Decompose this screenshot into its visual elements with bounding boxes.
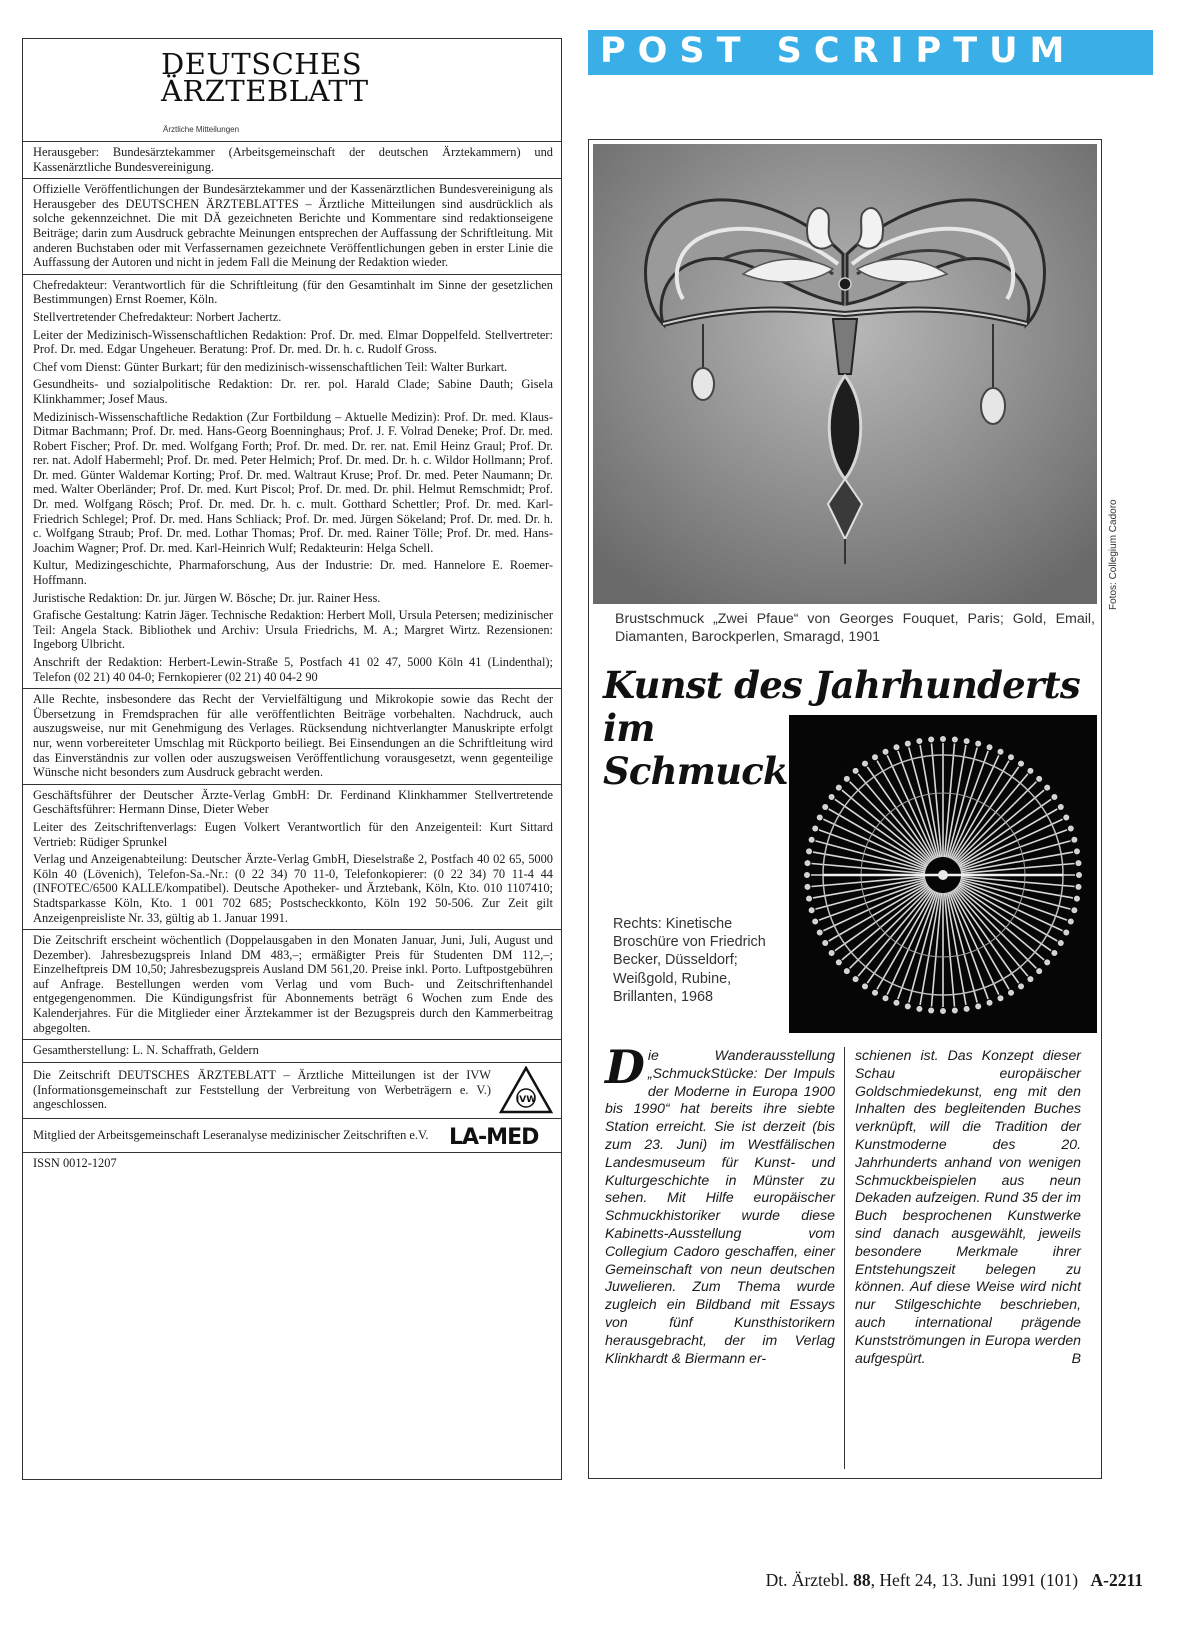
brooch-photo <box>593 144 1097 604</box>
footer-volume: 88 <box>853 1570 871 1590</box>
drop-cap: D <box>605 1040 645 1094</box>
ivw-logo-text: IVW <box>515 1094 537 1105</box>
author-signature: B <box>1071 1349 1081 1366</box>
article-box <box>588 139 1102 1479</box>
subscription-section: Die Zeitschrift erscheint wöchentlich (Doppelausgaben in den Monaten Januar, Juni, Juli, August und Dezember). Jahresbezugspreis Inland DM 483,–; ermäßigter Preis für Studenten DM 112,–; Einzelheftpreis DM 10,50; Jahresbezugspreis Ausland DM 561,20. Preise inkl. Porto. Luftpostgebühren auf Anfrage. Bestellungen werden vom Verlag und vom Buch- und Zeitschriftenhandel entgegengenommen. Die Kündigungsfrist für Abonnements beträgt 6 Wochen zum Ende des Kalenderjahres. Für die Mitglieder einer Ärztekammer ist der Bezugspreis durch den Kammerbeitrag abgegolten. <box>23 930 561 1040</box>
issn-section: ISSN 0012-1207 <box>33 1155 117 1170</box>
publisher-section: Herausgeber: Bundesärztekammer (Arbeitsgemeinschaft der deutschen Ärztekammern) und Kassenärztliche Bundesvereinigung. <box>23 142 561 179</box>
footer-journal: Dt. Ärztebl. <box>765 1570 849 1590</box>
article-body-column-2: schienen ist. Das Konzept dieser Schau europäischer Goldschmiedekunst, eng mit den Inhalten des begleitenden Buches verknüpft, will die Tradition der Kunstmoderne des 20. Jahrhunderts anhand von wenigen Schmuckbeispielen aus neun Dekaden aufzeigen. Rund 35 der im Buch besprochenen Kunstwerke sind danach ausgewählt, jeweils besondere Merkmale ihrer Entstehungszeit belegen zu können. Auf diese Weise wird nicht nur Stilgeschichte beschrieben, auch international prägende Kunstströmungen in Europa werden aufgespürt. B <box>855 1047 1081 1366</box>
ivw-section: Die Zeitschrift DEUTSCHES ÄRZTEBLATT – Ärztliche Mitteilungen ist der IVW (Informationsgemeinschaft zur Feststellung der Verbreitung von Werbeträgern e. V.) angeschlossen. IVW <box>23 1063 561 1119</box>
lamed-logo-icon <box>447 1122 553 1148</box>
article-body-column-1: Die Wanderausstellung „SchmuckStücke: Der Impuls der Moderne in Europa 1900 bis 1990“ hat bereits ihre siebte Station erreicht. Sie ist derzeit (bis zum 23. Juni) im Westfälischen Landesmuseum für Kunst- und Kulturgeschichte in Münster zu sehen. Mit Hilfe europäischer Schmuckhistoriker wurde diese Kabinetts-Ausstellung vom Collegium Cadoro geschaffen, einer Gemeinschaft von neun deutschen Juwelieren. Zum Thema wurde zugleich ein Bildband mit Essays von fünf Kunsthistorikern herausgebracht, der im Verlag Klinkhardt & Biermann er- <box>605 1040 835 1366</box>
footer-page-number: A-2211 <box>1090 1570 1143 1590</box>
masthead-area <box>23 39 561 142</box>
rights-section: Alle Rechte, insbesondere das Recht der Vervielfältigung und Mikrokopie sowie das Recht der Übersetzung in Fremdsprachen für alle veröffentlichten Beiträge vorbehalten. Nachdruck, auch auszugsweise, nur mit Genehmigung des Verlages. Rücksendung nichtverlangter Manuskripte erfolgt nur, wenn vorbereiteter Umschlag mit Rückporto beiliegt. Bei Einsendungen an die Schriftleitung wird das Einverständnis zur vollen oder auszugsweisen Veröffentlichung vorausgesetzt, wenn gegenteilige Wünsche nicht besonders zum Ausdruck gebracht werden. <box>23 689 561 785</box>
editorial-address: Anschrift der Redaktion: Herbert-Lewin-Straße 5, Postfach 41 02 47, 5000 Köln 41 (Lindenthal); Telefon (02 21) 40 04-0; Fernkopierer (02 21) 40 04-2 90 <box>33 655 553 684</box>
photo-caption-kinetic: Rechts: Kinetische Broschüre von Friedrich Becker, Düsseldorf; Weißgold, Rubine, Brillanten, 1968 <box>613 916 766 1005</box>
editorial-paragraph: Grafische Gestaltung: Katrin Jäger. Technische Redaktion: Herbert Moll, Ursula Petersen; medizinischer Teil: Angela Stack. Bibliothek und Archiv: Ursula Friedrichs, M. A.; Margret Wirtz. Rezensionen: Ingeborg Ulbricht. <box>33 608 553 652</box>
editorial-paragraph: Kultur, Medizingeschichte, Pharmaforschung, Aus der Industrie: Dr. med. Hannelore E. Roemer-Hoffmann. <box>33 558 553 588</box>
banner-title: POST SCRIPTUM <box>600 31 1077 71</box>
page-footer <box>766 1570 1143 1591</box>
publishing-paragraph: Leiter des Zeitschriftenverlags: Eugen Volkert Verantwortlich für den Anzeigenteil: Kurt Sittard Vertrieb: Rüdiger Sprunkel <box>33 819 553 849</box>
impressum-box <box>22 38 562 1480</box>
masthead-title: DEUTSCHES ÄRZTEBLATT <box>161 47 369 108</box>
peacock-brooch-image <box>593 144 1097 604</box>
photo-caption-brooch: Brustschmuck „Zwei Pfaue“ von Georges Fouquet, Paris; Gold, Email, Diamanten, Barockperlen, Smaragd, 1901 <box>615 611 1095 645</box>
editorial-paragraph: Stellvertretender Chefredakteur: Norbert Jachertz. <box>33 309 282 324</box>
editorial-paragraph: Medizinisch-Wissenschaftliche Redaktion (Zur Fortbildung – Aktuelle Medizin): Prof. Dr. med. Klaus-Ditmar Bachmann; Prof. Dr. med. Hans-Georg Boenninghaus; Prof. J. F. Volrad Deneke; Prof. Dr. med. Robert Fischer; Prof. Dr. med. Wolfgang Forth; Prof. Dr. med. Dr. rer. nat. Emil Heinz Graul; Prof. Dr. rer. nat. Adolf Habermehl; Prof. Dr. med. Peter Helmich; Prof. Dr. med. Dr. h. c. Wildor Hollmann; Prof. Dr. med. Günter Waldemar Korting; Prof. Dr. med. Waltraut Kruse; Prof. Dr. med. Peter Naumann; Dr. med. Walter Oberländer; Prof. Dr. med. Kurt Piscol; Prof. Dr. med. Dr. phil. Helmut Remschmidt; Prof. Dr. med. Wolfgang Rösch; Prof. Dr. med. Dr. h. c. mult. Gotthard Schettler; Prof. Dr. med. Karl-Friedrich Schlegel; Prof. Dr. med. Hans Schliack; Prof. Dr. med. Jürgen Sökeland; Prof. Dr. med. Dr. h. c. Wolfgang Straub; Prof. Dr. med. Lothar Thomas; Prof. Dr. med. Rainer Tölle; Prof. Dr. med. Hans-Joachim Wagner; Prof. Dr. med. Karl-Heinrich Wulf; Redakteurin: Helga Schell. <box>33 409 553 555</box>
publishing-paragraph: Geschäftsführer der Deutscher Ärzte-Verlag GmbH: Dr. Ferdinand Klinkhammer Stellvertretende Geschäftsführer: Hermann Dinse, Dieter Weber <box>33 787 553 817</box>
photo-credit: Fotos: Collegium Cadoro <box>1108 499 1119 610</box>
editorial-paragraph: Juristische Redaktion: Dr. jur. Jürgen W. Bösche; Dr. jur. Rainer Hess. <box>33 590 381 605</box>
footer-issue: , Heft 24, 13. Juni 1991 (101) <box>870 1570 1079 1590</box>
editorial-paragraph: Leiter der Medizinisch-Wissenschaftlichen Redaktion: Prof. Dr. med. Elmar Doppelfeld. Stellvertreter: Prof. Dr. med. Edgar Ungeheuer. Beratung: Prof. Dr. med. Dr. h. c. Rudolf Gross. <box>33 327 553 357</box>
official-note-section: Offizielle Veröffentlichungen der Bundesärztekammer und der Kassenärztlichen Bundesvereinigung als Herausgeber des DEUTSCHEN ÄRZTEBLATTES – Ärztliche Mitteilungen sind ausdrücklich als solche gekennzeichnet. Die mit DÄ gezeichneten Berichte und Kommentare sind redaktionseigene Beiträge; darin zum Ausdruck gebrachte Meinungen entsprechen der Auffassung der Schriftleitung. Mit anderen Buchstaben oder mit Verfassernamen gezeichnete Veröffentlichungen geben in erster Linie die Auffassung der Autoren und nicht in jedem Fall die Meinung der Redaktion wieder. <box>23 179 561 275</box>
ivw-logo-icon <box>499 1066 553 1114</box>
kinetic-brooch-photo <box>789 715 1097 1033</box>
lamed-logo-text: LA-MED <box>449 1124 539 1148</box>
article-headline: Kunst des Jahrhunderts im Schmuck <box>603 663 1080 793</box>
kinetic-brooch-image <box>789 715 1097 1033</box>
lamed-section: Mitglied der Arbeitsgemeinschaft Leseranalyse medizinischer Zeitschriften e.V. LA-MED <box>23 1119 561 1153</box>
printing-section: Gesamtherstellung: L. N. Schaffrath, Geldern <box>23 1040 561 1063</box>
masthead-subtitle: Ärztliche Mitteilungen <box>163 125 240 134</box>
editorial-paragraph: Chefredakteur: Verantwortlich für die Schriftleitung (für den Gesamtinhalt im Sinne der gesetzlichen Bestimmungen) Ernst Roemer, Köln. <box>33 277 553 307</box>
publishing-paragraph: Verlag und Anzeigenabteilung: Deutscher Ärzte-Verlag GmbH, Dieselstraße 2, Postfach 40 02 65, 5000 Köln 40 (Lövenich), Telefon-Sa.-Nr.: (0 22 34) 70 11-0, Telefonkopierer: (0 22 34) 70 11-4 44 (INFOTEC/6500 KALLE/kompatibel). Deutsche Apotheker- und Ärztebank, Köln, Kto. 010 1107410; Stadtsparkasse Köln, Kto. 1 001 702 685; Postscheckkonto, Köln 192 50-506. Zur Zeit gilt Anzeigenpreisliste Nr. 33, gültig ab 1. Januar 1991. <box>33 852 553 925</box>
editorial-section <box>23 275 561 689</box>
post-scriptum-banner <box>588 30 1153 75</box>
column-divider <box>844 1047 845 1469</box>
publishing-section <box>23 785 561 930</box>
editorial-paragraph: Chef vom Dienst: Günter Burkart; für den medizinisch-wissenschaftlichen Teil: Walter Burkart. <box>33 359 508 374</box>
editorial-paragraph: Gesundheits- und sozialpolitische Redaktion: Dr. rer. pol. Harald Clade; Sabine Dauth; Gisela Klinkhammer; Josef Maus. <box>33 377 553 406</box>
